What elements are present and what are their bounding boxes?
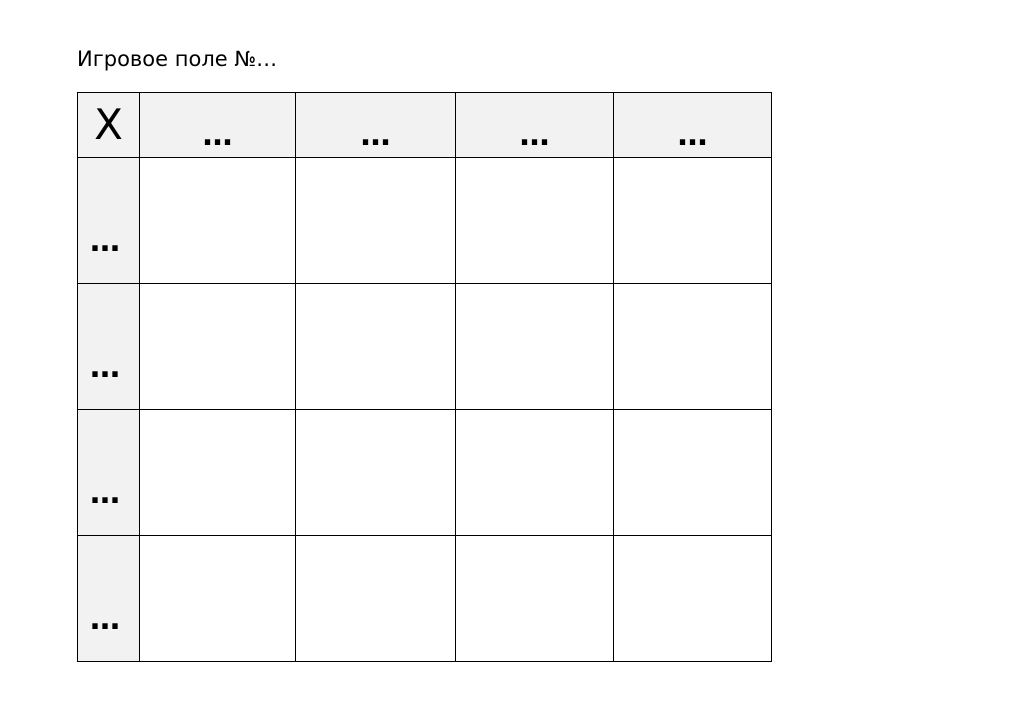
grid-cell[interactable] — [614, 158, 772, 284]
grid-cell[interactable] — [140, 410, 296, 536]
grid-cell[interactable] — [296, 536, 456, 662]
grid-row — [78, 410, 772, 536]
page-title: Игровое поле №… — [77, 47, 278, 71]
grid-cell[interactable] — [140, 158, 296, 284]
row-header-3: … — [78, 410, 140, 536]
grid-cell[interactable] — [140, 284, 296, 410]
corner-cell: X — [78, 93, 140, 158]
grid-cell[interactable] — [456, 536, 614, 662]
grid-cell[interactable] — [296, 410, 456, 536]
column-header-row — [78, 93, 772, 158]
grid-row — [78, 284, 772, 410]
grid-cell[interactable] — [456, 158, 614, 284]
grid-row — [78, 158, 772, 284]
grid-cell[interactable] — [296, 158, 456, 284]
row-header-4: … — [78, 536, 140, 662]
grid-cell[interactable] — [140, 536, 296, 662]
row-header-1: … — [78, 158, 140, 284]
grid-cell[interactable] — [614, 284, 772, 410]
column-header-2: … — [296, 93, 456, 158]
grid-cell[interactable] — [296, 284, 456, 410]
grid-cell[interactable] — [456, 410, 614, 536]
grid-cell[interactable] — [456, 284, 614, 410]
column-header-1: … — [140, 93, 296, 158]
game-grid — [77, 92, 772, 662]
grid-cell[interactable] — [614, 410, 772, 536]
column-header-4: … — [614, 93, 772, 158]
grid-cell[interactable] — [614, 536, 772, 662]
grid-row — [78, 536, 772, 662]
column-header-3: … — [456, 93, 614, 158]
row-header-2: … — [78, 284, 140, 410]
